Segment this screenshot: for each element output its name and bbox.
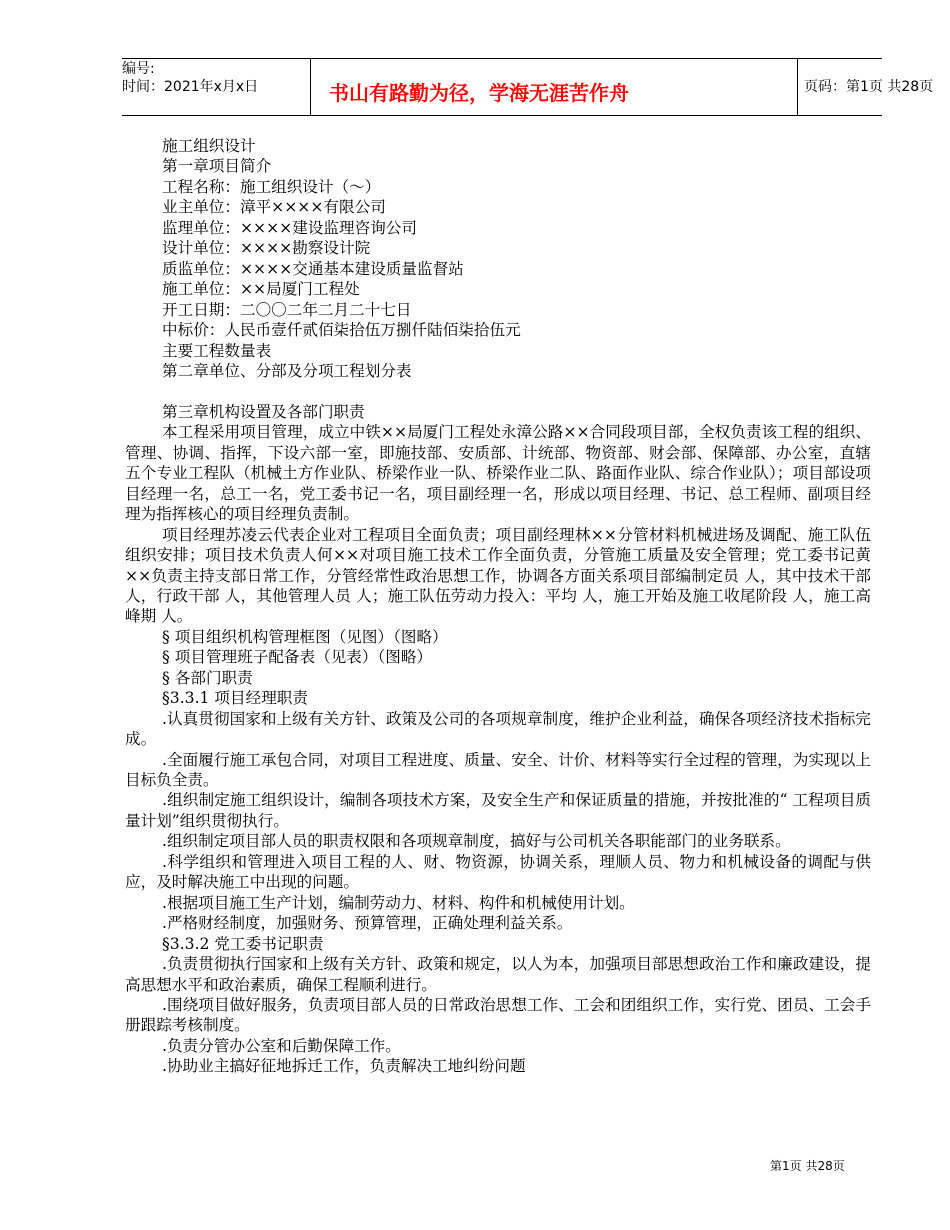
duty-item: .根据项目施工生产计划，编制劳动力、材料、构件和机械使用计划。 [162, 893, 635, 912]
header-motto-cell [310, 59, 798, 115]
duty-item: .严格财经制度，加强财务、预算管理，正确处理利益关系。 [162, 914, 573, 933]
duty-item: .负责分管办公室和后勤保障工作。 [162, 1036, 401, 1055]
body-paragraph: 本工程采用项目管理，成立中铁××局厦门工程处永漳公路××合同段项目部，全权负责该工程的组织、管理、协调、指挥，下设六部一室，即施技部、安质部、计统部、物资部、财会部、保障部、办公室，直辖五个专业工程队（机械土方作业队、桥梁作业一队、桥梁作业二队、路面作业队、综合作业队）；项目部设项目经理一名，总工一名，党工委书记一名，项目副经理一名，形成以项目经理、书记、总工程师、副项目经理为指挥核心的项目经理负责制。 [125, 423, 871, 524]
info-line: 业主单位：漳平××××有限公司 [162, 198, 386, 217]
chapter-heading: 第一章项目简介 [162, 157, 272, 176]
info-line: 监理单位：××××建设监理咨询公司 [162, 218, 417, 237]
page-header [122, 58, 934, 116]
duty-item: .组织制定施工组织设计，编制各项技术方案，及安全生产和保证质量的措施，并按批准的“ 工程项目质量计划”组织贯彻执行。 [125, 791, 871, 830]
info-line: 开工日期：二〇〇二年二月二十七日 [162, 300, 412, 319]
duty-item: .全面履行施工承包合同，对项目工程进度、质量、安全、计价、材料等实行全过程的管理，为实现以上目标负全责。 [125, 750, 871, 790]
info-line: 主要工程数量表 [162, 341, 272, 360]
section-item: § 各部门职责 [162, 668, 253, 687]
chapter-heading: 第三章机构设置及各部门职责 [162, 402, 365, 421]
document-time-label: 时间：2021年x月x日 [122, 79, 259, 95]
section-item: § 项目组织机构管理框图（见图）（图略） [162, 627, 448, 646]
info-line: 中标价：人民币壹仟贰佰柒拾伍万捌仟陆佰柒拾伍元 [162, 321, 521, 340]
duty-item: .科学组织和管理进入项目工程的人、财、物资源，协调关系，理顺人员、物力和机械设备的调配与供应，及时解决施工中出现的问题。 [125, 852, 871, 892]
header-meta [122, 59, 310, 116]
info-line: 设计单位：××××勘察设计院 [162, 239, 371, 258]
duty-item: .负责贯彻执行国家和上级有关方针、政策和规定，以人为本，加强项目部思想政治工作和廉政建设，提高思想水平和政治素质，确保工程顺利进行。 [125, 955, 871, 994]
duty-item: .围绕项目做好服务，负责项目部人员的日常政治思想工作、工会和团组织工作，实行党、团员、工会手册跟踪考核制度。 [125, 996, 871, 1035]
duty-item: .协助业主搞好征地拆迁工作，负责解决工地纠纷问题 [162, 1057, 526, 1076]
section-heading: §3.3.2 党工委书记职责 [162, 934, 324, 953]
section-heading: §3.3.1 项目经理职责 [162, 689, 308, 708]
section-item: § 项目管理班子配备表（见表）（图略） [162, 648, 433, 667]
page-footer: 第1页 共28页 [770, 1159, 845, 1173]
doc-title: 施工组织设计 [162, 137, 256, 155]
header-page-info: 页码：第1页 共28页 [804, 79, 934, 95]
info-line: 工程名称：施工组织设计（～） [162, 177, 381, 196]
body-paragraph: 项目经理苏凌云代表企业对工程项目全面负责；项目副经理林××分管材料机械进场及调配、施工队伍组织安排；项目技术负责人何××对项目施工技术工作全面负责，分管施工质量及安全管理；党工委书记黄××负责主持支部日常工作，分管经常性政治思想工作，协调各方面关系项目部编制定员 人，其中技术干部 人，行政干部 人，其他管理人员 人；施工队伍劳动力投入：平均 人，施工开始及施工收尾阶段 人，施工高峰期 人。 [125, 525, 871, 626]
header-motto: 书山有路勤为径，学海无涯苦作舟 [329, 81, 629, 105]
info-line: 施工单位：××局厦门工程处 [162, 280, 360, 299]
chapter-heading: 第二章单位、分部及分项工程划分表 [162, 361, 412, 380]
duty-item: .组织制定项目部人员的职责权限和各项规章制度，搞好与公司机关各职能部门的业务联系。 [162, 832, 791, 851]
duty-item: .认真贯彻国家和上级有关方针、政策及公司的各项规章制度，维护企业利益，确保各项经济技术指标完成。 [125, 709, 871, 749]
document-number-label: 编号: [122, 61, 155, 77]
info-line: 质监单位：××××交通基本建设质量监督站 [162, 259, 464, 278]
document-body [125, 136, 871, 1077]
